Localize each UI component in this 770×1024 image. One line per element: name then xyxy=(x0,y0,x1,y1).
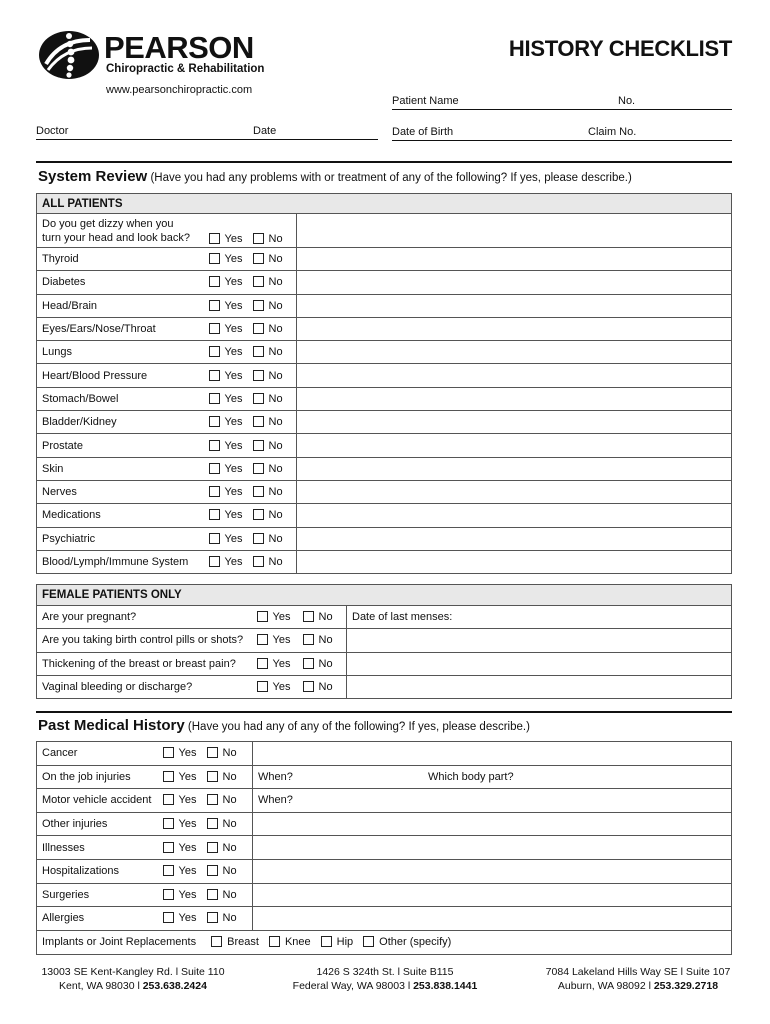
table-row xyxy=(37,434,732,457)
table-row xyxy=(37,317,732,340)
yes-checkbox[interactable] xyxy=(163,818,174,829)
describe-field[interactable] xyxy=(297,214,732,248)
table-row xyxy=(37,812,732,836)
no-checkbox[interactable] xyxy=(207,771,218,782)
table-row xyxy=(37,789,732,813)
table-row xyxy=(37,629,732,652)
system-review-title: System Review xyxy=(38,168,148,185)
history-label: Illnesses xyxy=(37,836,163,860)
history-label: Cancer xyxy=(37,742,163,766)
question-line: turn your head and look back? xyxy=(42,231,190,244)
last-menses-field[interactable] xyxy=(347,606,732,629)
condition-label: Eyes/Ears/Nose/Throat xyxy=(37,317,209,340)
no-label: No xyxy=(268,346,283,359)
yes-checkbox[interactable] xyxy=(163,771,174,782)
yes-checkbox[interactable] xyxy=(209,393,220,404)
doctor-date-field[interactable] xyxy=(36,125,378,140)
describe-field[interactable] xyxy=(297,317,732,340)
spine-logo-icon xyxy=(38,30,100,80)
yes-checkbox[interactable] xyxy=(209,509,220,520)
table-row xyxy=(37,504,732,527)
yes-label: Yes xyxy=(178,747,197,760)
describe-field[interactable] xyxy=(297,504,732,527)
no-label: No xyxy=(222,841,237,854)
no-checkbox[interactable] xyxy=(253,486,264,497)
no-checkbox[interactable] xyxy=(253,556,264,567)
patient-name-field[interactable] xyxy=(392,95,732,110)
yes-label: Yes xyxy=(272,611,291,624)
yes-checkbox[interactable] xyxy=(163,865,174,876)
table-row xyxy=(37,364,732,387)
no-checkbox[interactable] xyxy=(207,747,218,758)
footer-line: Federal Way, WA 98003 l xyxy=(292,980,414,992)
describe-field[interactable] xyxy=(297,457,732,480)
yes-label: Yes xyxy=(224,253,243,266)
pearson-logo xyxy=(38,30,278,80)
no-label: No xyxy=(268,323,283,336)
yes-checkbox[interactable] xyxy=(209,463,220,474)
footer-line: Auburn, WA 98092 l xyxy=(557,980,654,992)
phone-number[interactable]: 253.838.1441 xyxy=(413,980,478,992)
no-checkbox[interactable] xyxy=(253,463,264,474)
no-checkbox[interactable] xyxy=(253,233,264,244)
no-checkbox[interactable] xyxy=(207,912,218,923)
no-label: No xyxy=(268,416,283,429)
describe-field[interactable] xyxy=(297,294,732,317)
table-row xyxy=(37,836,732,860)
footer-address-federal-way xyxy=(270,965,500,993)
implant-option-label: Breast xyxy=(227,936,259,949)
condition-label: Diabetes xyxy=(37,271,209,294)
describe-field[interactable] xyxy=(347,675,732,698)
page-title: HISTORY CHECKLIST xyxy=(508,36,732,61)
table-row xyxy=(37,271,732,294)
no-label: No xyxy=(318,657,333,670)
all-patients-table xyxy=(36,193,732,574)
table-row xyxy=(37,883,732,907)
yes-label: Yes xyxy=(272,634,291,647)
footer-line: Kent, WA 98030 l xyxy=(59,980,143,992)
no-checkbox[interactable] xyxy=(253,370,264,381)
table-row xyxy=(37,907,732,931)
divider xyxy=(36,161,732,163)
no-label: No xyxy=(268,509,283,522)
claim-no-label: Claim No. xyxy=(588,126,637,138)
yes-label: Yes xyxy=(224,346,243,359)
history-label: On the job injuries xyxy=(37,765,163,789)
patient-name-label: Patient Name xyxy=(392,95,459,107)
no-label: No xyxy=(268,276,283,289)
yes-checkbox[interactable] xyxy=(257,681,268,692)
yes-checkbox[interactable] xyxy=(209,233,220,244)
no-label: No xyxy=(268,556,283,568)
question-line: Do you get dizzy when you xyxy=(42,217,174,230)
no-label: No xyxy=(268,369,283,382)
doctor-label: Doctor xyxy=(36,125,69,137)
yes-checkbox[interactable] xyxy=(257,634,268,645)
no-label: No xyxy=(222,865,237,878)
table-row xyxy=(37,606,732,629)
describe-field[interactable] xyxy=(253,812,732,836)
yes-checkbox[interactable] xyxy=(209,370,220,381)
implant-option[interactable] xyxy=(269,936,311,948)
website-url[interactable]: www.pearsonchiropractic.com xyxy=(106,84,253,96)
yes-label: Yes xyxy=(224,276,243,289)
table-row xyxy=(37,930,732,954)
no-checkbox[interactable] xyxy=(207,889,218,900)
no-checkbox[interactable] xyxy=(253,346,264,357)
describe-field[interactable] xyxy=(253,859,732,883)
no-label: No xyxy=(268,253,283,266)
condition-label: Prostate xyxy=(37,434,209,457)
table-row xyxy=(37,550,732,573)
no-label: No xyxy=(268,392,283,405)
yes-label: Yes xyxy=(224,439,243,452)
yes-label: Yes xyxy=(224,556,243,568)
table-row xyxy=(37,457,732,480)
no-label: No xyxy=(222,794,237,807)
yes-checkbox[interactable] xyxy=(209,276,220,287)
yes-checkbox[interactable] xyxy=(209,416,220,427)
no-checkbox[interactable] xyxy=(207,794,218,805)
yes-label: Yes xyxy=(178,770,197,783)
describe-field[interactable] xyxy=(347,652,732,675)
describe-field[interactable] xyxy=(297,364,732,387)
no-checkbox[interactable] xyxy=(253,416,264,427)
last-menses-label: Date of last menses: xyxy=(352,611,453,624)
no-checkbox[interactable] xyxy=(303,681,314,692)
divider xyxy=(36,711,732,713)
describe-field[interactable] xyxy=(253,907,732,931)
no-label: No xyxy=(318,681,333,694)
no-label: No xyxy=(222,770,237,783)
condition-label: Thyroid xyxy=(37,248,209,271)
footer-line: 7084 Lakeland Hills Way SE l Suite 107 xyxy=(545,966,731,978)
footer-line: 13003 SE Kent-Kangley Rd. l Suite 110 xyxy=(41,966,225,978)
yes-label: Yes xyxy=(224,299,243,312)
no-checkbox[interactable] xyxy=(253,509,264,520)
implant-checkbox[interactable] xyxy=(321,936,332,947)
implant-option[interactable] xyxy=(211,936,259,948)
implant-option-label: Hip xyxy=(336,936,354,949)
footer-line: 1426 S 324th St. l Suite B115 xyxy=(316,966,454,978)
table-row xyxy=(37,480,732,503)
no-checkbox[interactable] xyxy=(303,611,314,622)
body-part-label: Which body part? xyxy=(428,770,514,783)
yes-label: Yes xyxy=(224,392,243,405)
no-label: No xyxy=(268,462,283,475)
yes-checkbox[interactable] xyxy=(209,556,220,567)
no-checkbox[interactable] xyxy=(207,842,218,853)
no-label: No xyxy=(268,532,283,545)
no-label: No xyxy=(268,299,283,312)
describe-field[interactable] xyxy=(297,411,732,434)
no-checkbox[interactable] xyxy=(253,440,264,451)
no-label: No xyxy=(318,634,333,647)
yes-checkbox[interactable] xyxy=(163,912,174,923)
yes-checkbox[interactable] xyxy=(209,346,220,357)
yes-label: Yes xyxy=(224,369,243,382)
date-label: Date xyxy=(253,125,277,137)
yes-checkbox[interactable] xyxy=(209,253,220,264)
describe-field[interactable] xyxy=(297,341,732,364)
no-label: No xyxy=(268,233,283,245)
table-row xyxy=(37,742,732,766)
condition-label: Blood/Lymph/Immune System xyxy=(37,550,209,573)
when-label: When? xyxy=(258,770,293,783)
table-row xyxy=(37,411,732,434)
history-label: Allergies xyxy=(37,907,163,931)
describe-field[interactable] xyxy=(297,480,732,503)
dob-claim-field[interactable] xyxy=(392,126,732,141)
no-checkbox[interactable] xyxy=(207,865,218,876)
no-checkbox[interactable] xyxy=(253,533,264,544)
yes-label: Yes xyxy=(224,509,243,522)
date-of-birth-label: Date of Birth xyxy=(392,126,454,138)
table-row xyxy=(37,527,732,550)
yes-checkbox[interactable] xyxy=(163,889,174,900)
past-medical-history-title: Past Medical History xyxy=(38,717,185,734)
implant-option[interactable] xyxy=(321,936,354,948)
yes-label: Yes xyxy=(224,462,243,475)
no-checkbox[interactable] xyxy=(253,276,264,287)
implant-checkbox[interactable] xyxy=(269,936,280,947)
yes-checkbox[interactable] xyxy=(209,533,220,544)
no-checkbox[interactable] xyxy=(253,300,264,311)
table-row xyxy=(37,765,732,789)
condition-label: Medications xyxy=(37,504,209,527)
question-label: Are you taking birth control pills or shots? xyxy=(37,629,257,652)
yes-label: Yes xyxy=(224,323,243,336)
describe-field[interactable] xyxy=(253,742,732,766)
phone-number[interactable]: 253.638.2424 xyxy=(142,980,207,992)
history-label: Surgeries xyxy=(37,883,163,907)
no-label: No xyxy=(222,888,237,901)
describe-field[interactable] xyxy=(297,387,732,410)
when-label: When? xyxy=(258,794,293,807)
implant-checkbox[interactable] xyxy=(211,936,222,947)
no-label: No xyxy=(268,439,283,452)
yes-checkbox[interactable] xyxy=(163,842,174,853)
yes-checkbox[interactable] xyxy=(257,658,268,669)
table-row xyxy=(37,859,732,883)
condition-label: Bladder/Kidney xyxy=(37,411,209,434)
no-label: No xyxy=(268,486,283,499)
no-label: No xyxy=(318,611,333,624)
yes-checkbox[interactable] xyxy=(163,794,174,805)
history-label: Motor vehicle accident xyxy=(37,789,163,813)
question-label: Thickening of the breast or breast pain? xyxy=(37,652,257,675)
table-row xyxy=(37,214,732,248)
condition-label: Head/Brain xyxy=(37,294,209,317)
table-row xyxy=(37,652,732,675)
no-label: No. xyxy=(618,95,636,107)
yes-checkbox[interactable] xyxy=(209,300,220,311)
system-review-subtitle: (Have you had any problems with or treatment of any of the following? If yes, please describe.) xyxy=(150,172,632,184)
implant-option-label: Other (specify) xyxy=(379,936,452,949)
yes-label: Yes xyxy=(178,912,197,925)
no-checkbox[interactable] xyxy=(303,634,314,645)
yes-checkbox[interactable] xyxy=(209,440,220,451)
female-patients-header: FEMALE PATIENTS ONLY xyxy=(37,585,732,606)
yes-checkbox[interactable] xyxy=(209,486,220,497)
table-row xyxy=(37,675,732,698)
implants-label: Implants or Joint Replacements xyxy=(42,936,197,949)
yes-label: Yes xyxy=(178,794,197,807)
no-checkbox[interactable] xyxy=(207,818,218,829)
condition-label: Nerves xyxy=(37,480,209,503)
yes-label: Yes xyxy=(224,233,243,245)
question-label: Are your pregnant? xyxy=(37,606,257,629)
implant-option[interactable] xyxy=(363,936,451,948)
past-medical-history-heading xyxy=(38,717,530,734)
yes-label: Yes xyxy=(178,865,197,878)
yes-label: Yes xyxy=(224,532,243,545)
describe-field[interactable] xyxy=(253,836,732,860)
past-medical-history-subtitle: (Have you had any of any of the following? If yes, please describe.) xyxy=(187,721,530,733)
describe-field[interactable] xyxy=(297,550,732,573)
table-row xyxy=(37,387,732,410)
yes-checkbox[interactable] xyxy=(209,323,220,334)
table-row xyxy=(37,248,732,271)
no-label: No xyxy=(222,912,237,925)
footer-address-auburn xyxy=(520,965,756,993)
dizzy-question xyxy=(37,214,209,248)
female-patients-table xyxy=(36,584,732,699)
yes-label: Yes xyxy=(272,657,291,670)
describe-field[interactable] xyxy=(253,883,732,907)
condition-label: Skin xyxy=(37,457,209,480)
implant-option-label: Knee xyxy=(284,936,311,949)
no-checkbox[interactable] xyxy=(253,253,264,264)
describe-field[interactable] xyxy=(297,248,732,271)
condition-label: Lungs xyxy=(37,341,209,364)
question-label: Vaginal bleeding or discharge? xyxy=(37,675,257,698)
describe-field[interactable] xyxy=(297,271,732,294)
all-patients-header: ALL PATIENTS xyxy=(37,194,732,214)
no-label: No xyxy=(222,747,237,760)
history-label: Hospitalizations xyxy=(37,859,163,883)
no-label: No xyxy=(222,818,237,831)
past-medical-history-table xyxy=(36,741,732,955)
describe-field[interactable] xyxy=(347,629,732,652)
phone-number[interactable]: 253.329.2718 xyxy=(653,980,719,992)
yes-label: Yes xyxy=(178,841,197,854)
implant-checkbox[interactable] xyxy=(363,936,374,947)
footer-address-kent xyxy=(18,965,248,993)
no-checkbox[interactable] xyxy=(303,658,314,669)
implants-row xyxy=(37,930,732,954)
condition-label: Heart/Blood Pressure xyxy=(37,364,209,387)
describe-field[interactable] xyxy=(297,434,732,457)
table-row xyxy=(37,341,732,364)
brand-tagline: Chiropractic & Rehabilitation xyxy=(106,63,265,75)
system-review-heading xyxy=(38,168,632,185)
yes-checkbox[interactable] xyxy=(257,611,268,622)
history-label: Other injuries xyxy=(37,812,163,836)
yes-label: Yes xyxy=(224,486,243,499)
yes-label: Yes xyxy=(272,681,291,694)
no-checkbox[interactable] xyxy=(253,323,264,334)
table-row xyxy=(37,294,732,317)
yes-checkbox[interactable] xyxy=(163,747,174,758)
condition-label: Stomach/Bowel xyxy=(37,387,209,410)
brand-name: PEARSON xyxy=(104,30,254,65)
yes-label: Yes xyxy=(178,888,197,901)
yes-label: Yes xyxy=(224,416,243,429)
no-checkbox[interactable] xyxy=(253,393,264,404)
condition-label: Psychiatric xyxy=(37,527,209,550)
describe-field[interactable] xyxy=(253,789,732,813)
describe-field[interactable] xyxy=(297,527,732,550)
describe-field[interactable] xyxy=(253,765,732,789)
yes-label: Yes xyxy=(178,818,197,831)
